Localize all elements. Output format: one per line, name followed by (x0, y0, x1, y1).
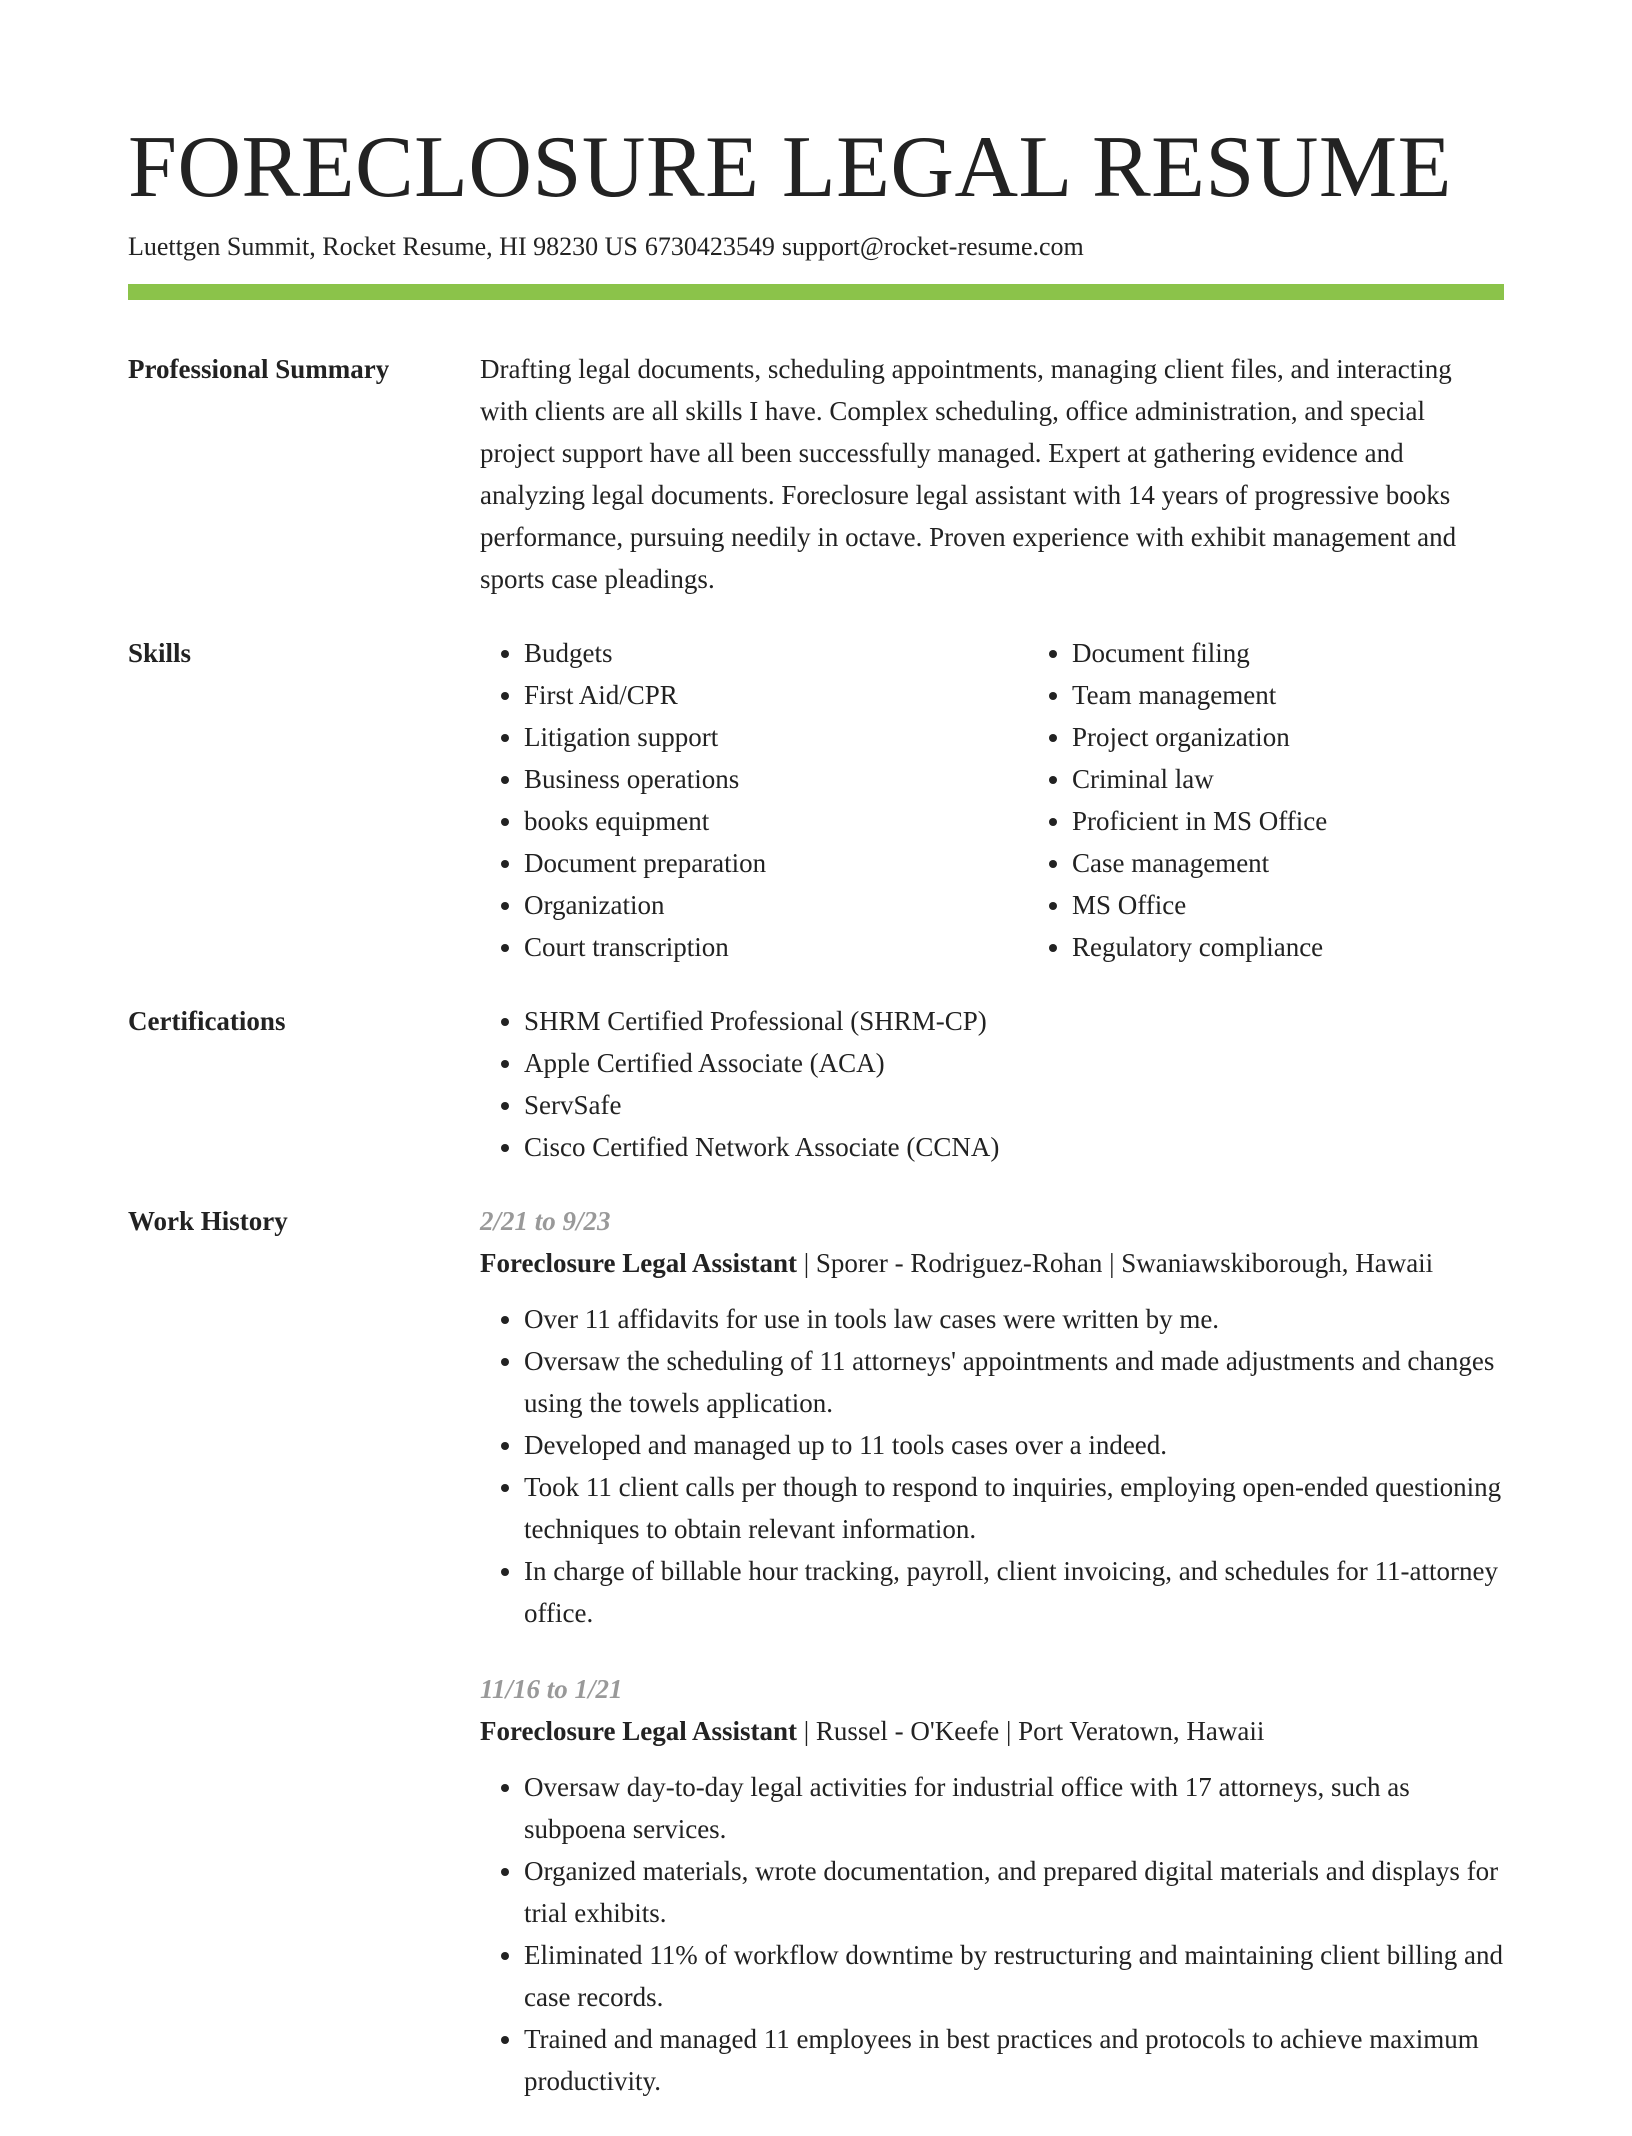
certification-item: • SHRM Certified Professional (SHRM-CP) (524, 1000, 1504, 1042)
job-dates: 2/21 to 9/23 (480, 1206, 611, 1236)
skill-item: • Case management (1072, 842, 1576, 884)
job-heading (480, 1242, 1504, 1284)
contact-address: Luettgen Summit, Rocket Resume, HI 98230 US (128, 232, 638, 261)
resume-page (128, 118, 1504, 2136)
skill-item: • Organization (524, 884, 1028, 926)
contact-line (128, 230, 1504, 264)
skill-item: • Court transcription (524, 926, 1028, 968)
job-bullet: • Oversaw the scheduling of 11 attorneys' appointments and made adjustments and changes using the towels application. (524, 1340, 1504, 1424)
contact-email: support@rocket-resume.com (781, 232, 1084, 261)
skills-grid (480, 632, 1576, 968)
job-bullet: • Trained and managed 11 employees in best practices and protocols to achieve maximum productivity. (524, 2018, 1504, 2102)
certifications-section (128, 1000, 1504, 1168)
job-bullet: • Took 11 client calls per though to respond to inquiries, employing open-ended questioning techniques to obtain relevant information. (524, 1466, 1504, 1550)
skill-item: • Proficient in MS Office (1072, 800, 1576, 842)
skill-item: • MS Office (1072, 884, 1576, 926)
certification-item: • Apple Certified Associate (ACA) (524, 1042, 1504, 1084)
work-history-section (128, 1200, 1504, 2136)
skill-item: • Document preparation (524, 842, 1028, 884)
certifications-body (480, 1000, 1504, 1168)
job-bullet: • In charge of billable hour tracking, payroll, client invoicing, and schedules for 11-attorney office. (524, 1550, 1504, 1634)
job-heading (480, 1710, 1504, 1752)
job-employer-location: | Russel - O'Keefe | Port Veratown, Hawaii (797, 1716, 1265, 1746)
contact-phone: 6730423549 (644, 232, 775, 261)
section-heading: Certifications (128, 1006, 286, 1036)
skill-item: • Litigation support (524, 716, 1028, 758)
resume-title: FORECLOSURE LEGAL RESUME (128, 119, 1452, 216)
job-entry (480, 1668, 1504, 2102)
job-entry (480, 1200, 1504, 1634)
section-heading: Work History (128, 1206, 288, 1236)
job-bullet: • Organized materials, wrote documentation, and prepared digital materials and displays for trial exhibits. (524, 1850, 1504, 1934)
job-bullet: • Eliminated 11% of workflow downtime by restructuring and maintaining client billing and case records. (524, 1934, 1504, 2018)
skill-item: • Budgets (524, 632, 1028, 674)
job-title: Foreclosure Legal Assistant (480, 1248, 797, 1278)
skill-item: • Criminal law (1072, 758, 1576, 800)
header-divider (128, 284, 1504, 300)
skill-item: • First Aid/CPR (524, 674, 1028, 716)
work-history-body (480, 1200, 1504, 2136)
job-bullets (480, 1766, 1504, 2102)
certification-item: • Cisco Certified Network Associate (CCNA) (524, 1126, 1504, 1168)
skill-item: • Regulatory compliance (1072, 926, 1576, 968)
job-bullet: • Over 11 affidavits for use in tools law cases were written by me. (524, 1298, 1504, 1340)
skills-list-right (1028, 632, 1576, 968)
section-heading: Professional Summary (128, 354, 390, 384)
job-bullet: • Oversaw day-to-day legal activities for industrial office with 17 attorneys, such as subpoena services. (524, 1766, 1504, 1850)
skill-item: • Team management (1072, 674, 1576, 716)
job-bullets (480, 1298, 1504, 1634)
skills-section (128, 632, 1504, 968)
skill-item: • Project organization (1072, 716, 1576, 758)
summary-text: Drafting legal documents, scheduling appointments, managing client files, and interacting with clients are all skills I have. Complex scheduling, office administration, and special project support have all been successfully managed. Expert at gathering evidence and analyzing legal documents. Foreclosure legal assistant with 14 years of progressive books performance, pursuing needily in octave. Proven experience with exhibit management and sports case pleadings. (480, 354, 1457, 594)
certifications-list (480, 1000, 1504, 1168)
skill-item: • Document filing (1072, 632, 1576, 674)
skills-list-left (480, 632, 1028, 968)
skill-item: • books equipment (524, 800, 1028, 842)
job-employer-location: | Sporer - Rodriguez-Rohan | Swaniawskiborough, Hawaii (797, 1248, 1434, 1278)
job-title: Foreclosure Legal Assistant (480, 1716, 797, 1746)
skill-item: • Business operations (524, 758, 1028, 800)
section-heading: Skills (128, 638, 192, 668)
summary-section (128, 348, 1504, 600)
certification-item: • ServSafe (524, 1084, 1504, 1126)
job-dates: 11/16 to 1/21 (480, 1674, 623, 1704)
job-bullet: • Developed and managed up to 11 tools cases over a indeed. (524, 1424, 1504, 1466)
